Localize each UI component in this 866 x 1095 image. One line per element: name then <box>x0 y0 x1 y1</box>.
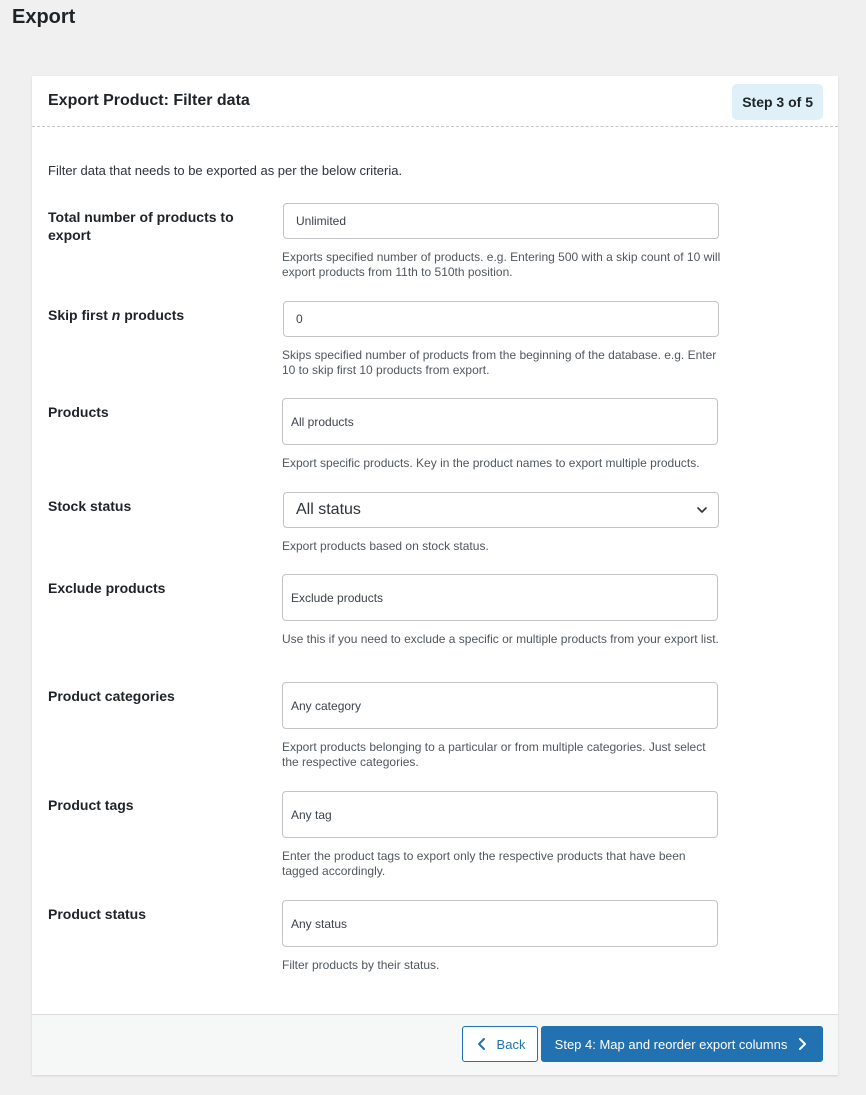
step-badge: Step 3 of 5 <box>732 84 823 120</box>
product-categories-label: Product categories <box>48 688 175 704</box>
stock-status-help: Export products based on stock status. <box>282 539 489 553</box>
exclude-products-placeholder: Exclude products <box>291 590 384 605</box>
next-step-button[interactable] <box>541 1026 823 1062</box>
total-products-help: Exports specified number of products. e.g. Entering 500 with a skip count of 10 will export products from 11th to 510th position. <box>282 250 721 279</box>
product-status-input[interactable] <box>282 900 718 947</box>
total-products-label: Total number of products to export <box>48 209 234 243</box>
stock-status-value: All status <box>296 501 361 518</box>
card-title: Export Product: Filter data <box>48 92 250 109</box>
exclude-products-label: Exclude products <box>48 580 166 596</box>
product-tags-input[interactable] <box>282 791 718 838</box>
chevron-right-icon <box>795 1037 809 1051</box>
page-title: Export <box>12 6 76 28</box>
product-categories-placeholder: Any category <box>291 698 362 713</box>
skip-label-prefix: Skip first <box>48 307 112 323</box>
card-footer <box>32 1014 838 1075</box>
export-card <box>32 76 838 1075</box>
back-button[interactable] <box>462 1026 538 1062</box>
back-button-label: Back <box>496 1036 526 1052</box>
intro-text: Filter data that needs to be exported as per the below criteria. <box>48 163 403 178</box>
product-status-placeholder: Any status <box>291 916 348 931</box>
product-tags-label: Product tags <box>48 797 134 813</box>
skip-products-input[interactable] <box>283 301 719 337</box>
total-products-value: Unlimited <box>296 214 347 228</box>
product-categories-input[interactable] <box>282 682 718 729</box>
exclude-products-input[interactable] <box>282 574 718 621</box>
products-label: Products <box>48 404 109 420</box>
chevron-down-icon <box>696 504 708 516</box>
products-placeholder: All products <box>291 414 354 429</box>
skip-products-help: Skips specified number of products from the beginning of the database. e.g. Enter 10 to skip first 10 products from export. <box>282 348 717 377</box>
skip-label-n: n <box>111 307 121 323</box>
product-tags-help: Enter the product tags to export only the respective products that have been tagged accordingly. <box>282 849 686 878</box>
total-products-input[interactable] <box>283 203 719 239</box>
product-status-help: Filter products by their status. <box>282 958 440 972</box>
stock-status-select[interactable] <box>283 492 719 528</box>
stock-status-label: Stock status <box>48 498 132 514</box>
product-status-label: Product status <box>48 906 147 922</box>
skip-label-suffix: products <box>120 307 185 323</box>
product-categories-help: Export products belonging to a particular or from multiple categories. Just select the respective categories. <box>282 740 706 769</box>
product-tags-placeholder: Any tag <box>291 807 332 822</box>
card-header <box>32 76 838 127</box>
exclude-products-help: Use this if you need to exclude a specific or multiple products from your export list. <box>282 632 719 646</box>
products-help: Export specific products. Key in the product names to export multiple products. <box>282 456 700 470</box>
next-step-button-label: Step 4: Map and reorder export columns <box>554 1036 788 1052</box>
chevron-left-icon <box>475 1037 489 1051</box>
products-input[interactable] <box>282 398 718 445</box>
skip-products-value: 0 <box>296 312 303 326</box>
skip-products-label <box>48 306 248 324</box>
